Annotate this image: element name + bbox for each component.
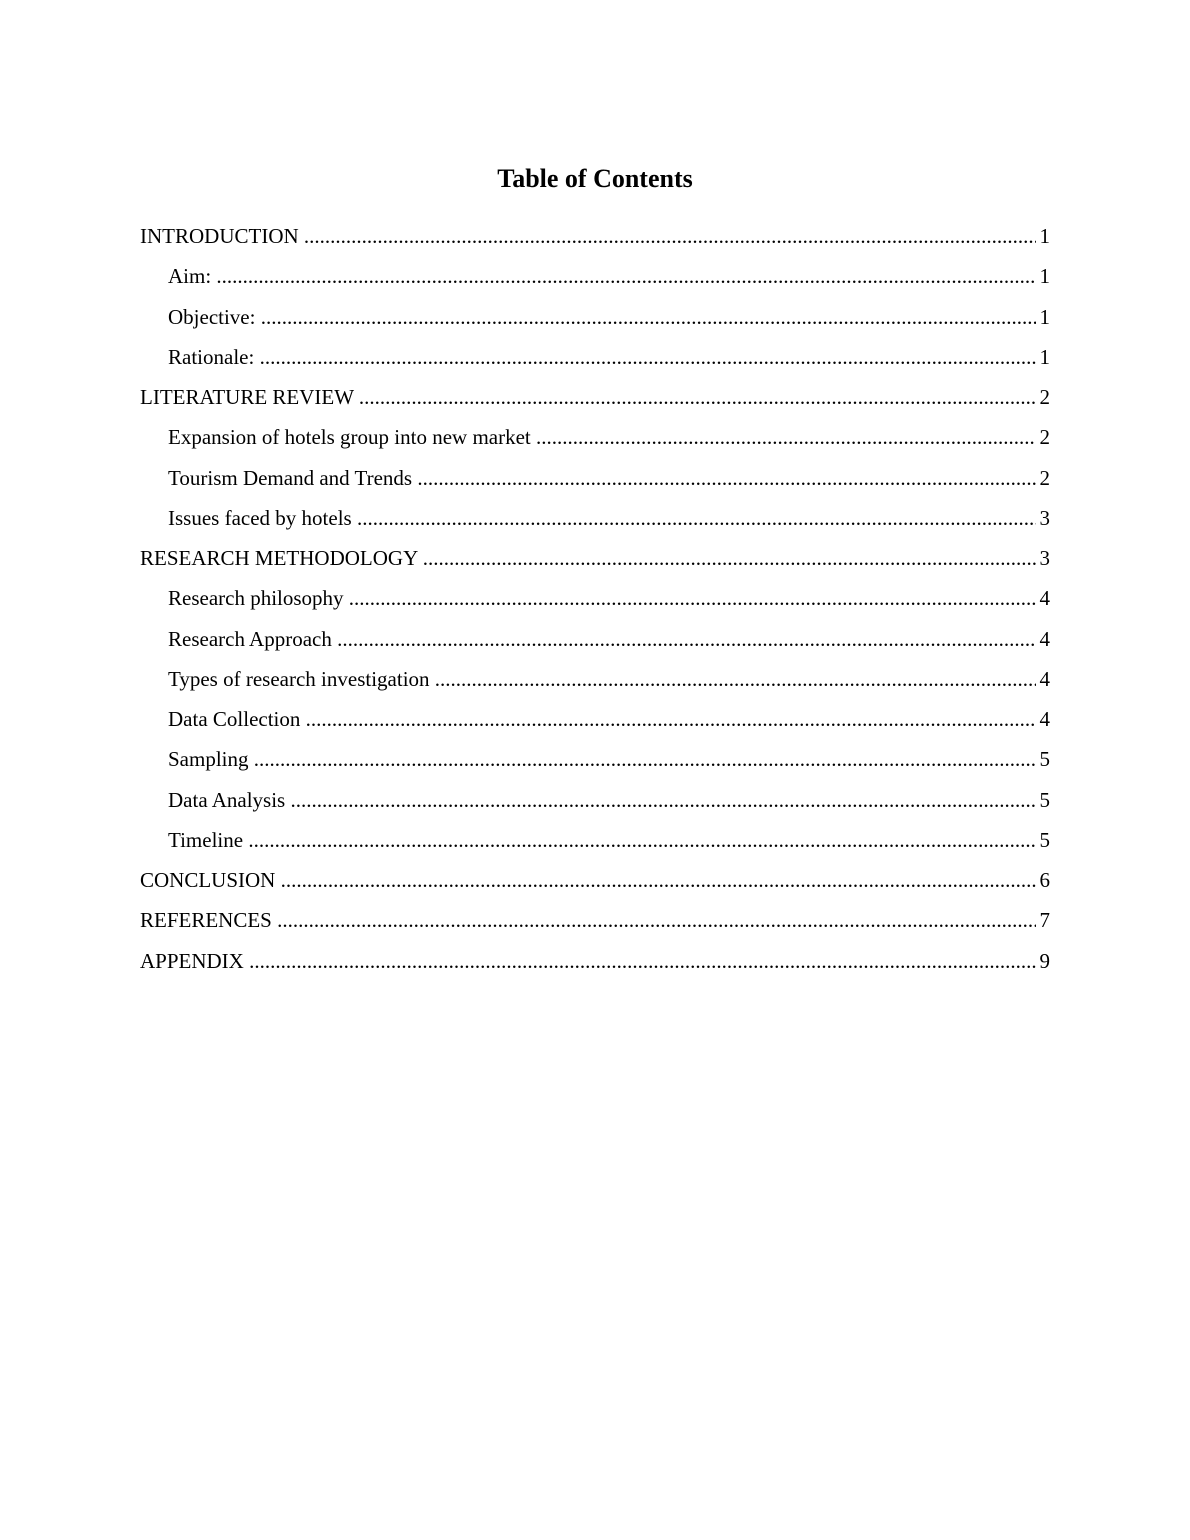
toc-entry-page: 4 <box>1039 586 1050 611</box>
toc-entry-label: Types of research investigation <box>168 666 430 691</box>
toc-entry-data-collection[interactable] <box>140 705 1050 745</box>
toc-entry-aim[interactable] <box>140 262 1050 302</box>
toc-entry-page: 1 <box>1039 344 1050 369</box>
toc-list <box>140 222 1050 987</box>
toc-entry-references[interactable] <box>140 906 1050 946</box>
toc-entry-label: RESEARCH METHODOLOGY <box>140 546 418 570</box>
toc-entry-literature-review[interactable] <box>140 383 1050 423</box>
toc-entry-types-of-research[interactable] <box>140 665 1050 705</box>
toc-entry-page: 1 <box>1039 264 1050 289</box>
toc-entry-label: INTRODUCTION <box>140 224 299 248</box>
toc-entry-label: Expansion of hotels group into new market <box>168 425 531 450</box>
toc-entry-page: 2 <box>1039 425 1050 450</box>
toc-entry-page: 1 <box>1039 304 1050 329</box>
toc-entry-label: Objective: <box>168 304 261 329</box>
toc-entry-page: 4 <box>1039 666 1050 691</box>
toc-entry-page: 6 <box>1039 868 1050 892</box>
toc-entry-page: 5 <box>1039 747 1050 772</box>
toc-entry-research-methodology[interactable] <box>140 544 1050 584</box>
toc-entry-timeline[interactable] <box>140 826 1050 866</box>
toc-entry-label: Timeline <box>168 827 244 852</box>
toc-entry-page: 2 <box>1039 385 1050 409</box>
toc-entry-tourism-demand[interactable] <box>140 464 1050 504</box>
toc-entry-label: Aim: <box>168 264 217 289</box>
toc-entry-label: Sampling <box>168 747 249 772</box>
toc-entry-page: 4 <box>1039 626 1050 651</box>
toc-entry-page: 1 <box>1039 224 1050 248</box>
toc-entry-conclusion[interactable] <box>140 866 1050 906</box>
toc-entry-research-approach[interactable] <box>140 625 1050 665</box>
toc-entry-objective[interactable] <box>140 303 1050 343</box>
toc-entry-label: APPENDIX <box>140 948 244 973</box>
toc-entry-label: REFERENCES <box>140 908 272 933</box>
toc-entry-appendix[interactable] <box>140 947 1050 987</box>
toc-entry-expansion-of-hotels[interactable] <box>140 423 1050 463</box>
toc-entry-page: 9 <box>1039 948 1050 973</box>
toc-entry-label: Research Approach <box>168 626 332 651</box>
toc-entry-page: 2 <box>1039 465 1050 490</box>
toc-entry-page: 5 <box>1039 827 1050 852</box>
toc-entry-page: 3 <box>1039 505 1050 530</box>
toc-entry-page: 5 <box>1039 787 1050 812</box>
toc-entry-label: Research philosophy <box>168 586 344 611</box>
toc-entry-page: 4 <box>1039 707 1050 731</box>
toc-title: Table of Contents <box>497 164 693 193</box>
toc-entry-label: LITERATURE REVIEW <box>140 385 354 409</box>
toc-entry-page: 7 <box>1039 908 1050 933</box>
toc-entry-rationale[interactable] <box>140 343 1050 383</box>
toc-entry-data-analysis[interactable] <box>140 786 1050 826</box>
toc-entry-label: Issues faced by hotels <box>168 505 352 530</box>
toc-entry-research-philosophy[interactable] <box>140 584 1050 624</box>
toc-entry-label: Data Analysis <box>168 787 286 812</box>
toc-entry-sampling[interactable] <box>140 745 1050 785</box>
toc-entry-introduction[interactable] <box>140 222 1050 262</box>
toc-entry-label: Data Collection <box>168 707 301 731</box>
toc-entry-page: 3 <box>1039 546 1050 570</box>
toc-entry-label: Rationale: <box>168 344 260 369</box>
toc-entry-label: CONCLUSION <box>140 868 276 892</box>
toc-entry-label: Tourism Demand and Trends <box>168 465 413 490</box>
toc-entry-issues-faced[interactable] <box>140 504 1050 544</box>
